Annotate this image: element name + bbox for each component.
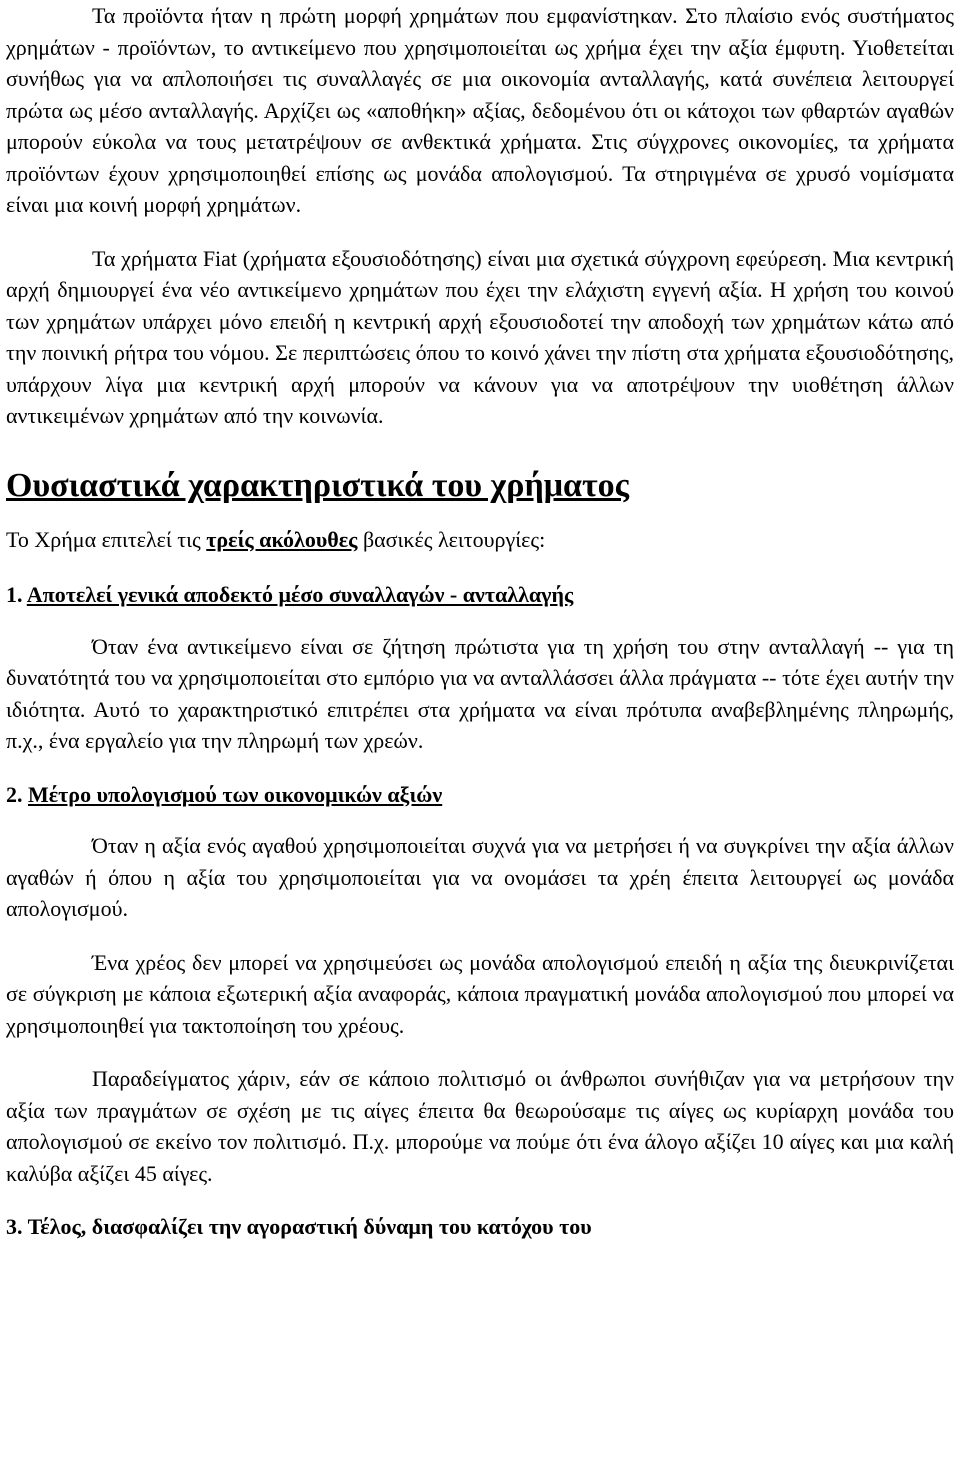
paragraph-commodity-money: Τα προϊόντα ήταν η πρώτη μορφή χρημάτων που εμφανίστηκαν. Στο πλαίσιο ενός συστήματος χρημάτων - προϊόντων, το αντικείμενο που χρησιμοποιείται ως χρήμα έχει την αξία έμφυτη. Υιοθετείται συνήθως για να απλοποιήσει τις συναλλαγές σε μια οικονομία ανταλλαγής, κατά συνέπεια λειτουργεί πρώτα ως μέσο ανταλλαγής. Αρχίζει ως «αποθήκη» αξίας, δεδομένου ότι οι κάτοχοι των φθαρτών αγαθών μπορούν εύκολα να τους μετατρέψουν σε ανθεκτικά χρήματα. Στις σύγχρονες οικονομίες, τα χρήματα προϊόντων έχουν χρησιμοποιηθεί επίσης ως μονάδα απολογισμού. Τα στηριγμένα σε χρυσό νομίσματα είναι μια κοινή μορφή χρημάτων. xyxy=(6,3,954,217)
item-3-heading xyxy=(6,1211,954,1243)
item-2-text-1: Όταν η αξία ενός αγαθού χρησιμοποιείται συχνά για να μετρήσει ή να συγκρίνει την αξία άλλων αγαθών ή όπου η αξία του χρησιμοποιείται για να ονομάσει τα χρέη έπειτα λειτουργεί ως μονάδα απολογισμού. xyxy=(6,833,954,921)
section-intro xyxy=(6,524,954,556)
intro-emphasis: τρείς ακόλουθες xyxy=(206,526,358,552)
item-1-text: Όταν ένα αντικείμενο είναι σε ζήτηση πρώτιστα για τη χρήση του στην ανταλλαγή -- για τη δυνατότητά του να χρησιμοποιείται στο εμπόριο για να ανταλλάσσει άλλα πράγματα -- τότε έχει αυτήν την ιδιότητα. Αυτό το χαρακτηριστικό επιτρέπει στα χρήματα να είναι πρότυπα αναβεβλημένης πληρωμής, π.χ., ένα εργαλείο για την πληρωμή των χρεών. xyxy=(6,633,954,753)
paragraph-fiat-money: Τα χρήματα Fiat (χρήματα εξουσιοδότησης) είναι μια σχετικά σύγχρονη εφεύρεση. Μια κεντρική αρχή δημιουργεί ένα νέο αντικείμενο χρημάτων που έχει την ελάχιστη εγγενή αξία. Η χρήση του κοινού των χρημάτων υπάρχει μόνο επειδή η κεντρική αρχή εξουσιοδοτεί την αποδοχή των χρημάτων κάτω από την ποινική ρήτρα του νόμου. Σε περιπτώσεις όπου το κοινό χάνει την πίστη στα χρήματα εξουσιοδότησης, υπάρχουν λίγα μια κεντρική αρχή μπορούν να κάνουν για να αποτρέψουν την υιοθέτηση άλλων αντικειμένων χρημάτων από την κοινωνία. xyxy=(6,245,954,428)
intro-text-after: βασικές λειτουργίες: xyxy=(357,526,546,552)
intro-text-before: Το Χρήμα επιτελεί τις xyxy=(6,526,207,552)
item-1-title: Αποτελεί γενικά αποδεκτό μέσο συναλλαγών - ανταλλαγής xyxy=(26,582,574,607)
item-3-title: Τέλος, διασφαλίζει την αγοραστική δύναμη του κατόχου του xyxy=(27,1214,592,1239)
item-1-heading xyxy=(6,579,954,611)
item-2-text-3: Παραδείγματος χάριν, εάν σε κάποιο πολιτισμό οι άνθρωποι συνήθιζαν για να μετρήσουν την αξία των πραγμάτων σε σχέση με τις αίγες έπειτα θα θεωρούσαμε τις αίγες ως κυρίαρχη μονάδα του απολογισμού σε εκείνο τον πολιτισμό. Π.χ. μπορούμε να πούμε ότι ένα άλογο αξίζει 10 αίγες και μια καλή καλύβα αξίζει 45 αίγες. xyxy=(6,1066,954,1186)
section-heading: Ουσιαστικά χαρακτηριστικά του χρήματος xyxy=(6,466,630,504)
item-2-number: 2. xyxy=(6,781,28,807)
item-2-text-2: Ένα χρέος δεν μπορεί να χρησιμεύσει ως μονάδα απολογισμού επειδή η αξία της διευκρινίζεται σε σύγκριση με κάποια εξωτερική αξία αναφοράς, κάποια πραγματική μονάδα απολογισμού που μπορεί να χρησιμοποιηθεί για τακτοποίηση του χρέους. xyxy=(6,949,954,1038)
item-2-title: Μέτρο υπολογισμού των οικονομικών αξιών xyxy=(28,781,443,807)
document-page xyxy=(6,0,954,1263)
item-2-heading xyxy=(6,779,954,811)
item-1-number: 1. xyxy=(6,582,27,607)
item-3-number: 3. xyxy=(6,1214,28,1239)
